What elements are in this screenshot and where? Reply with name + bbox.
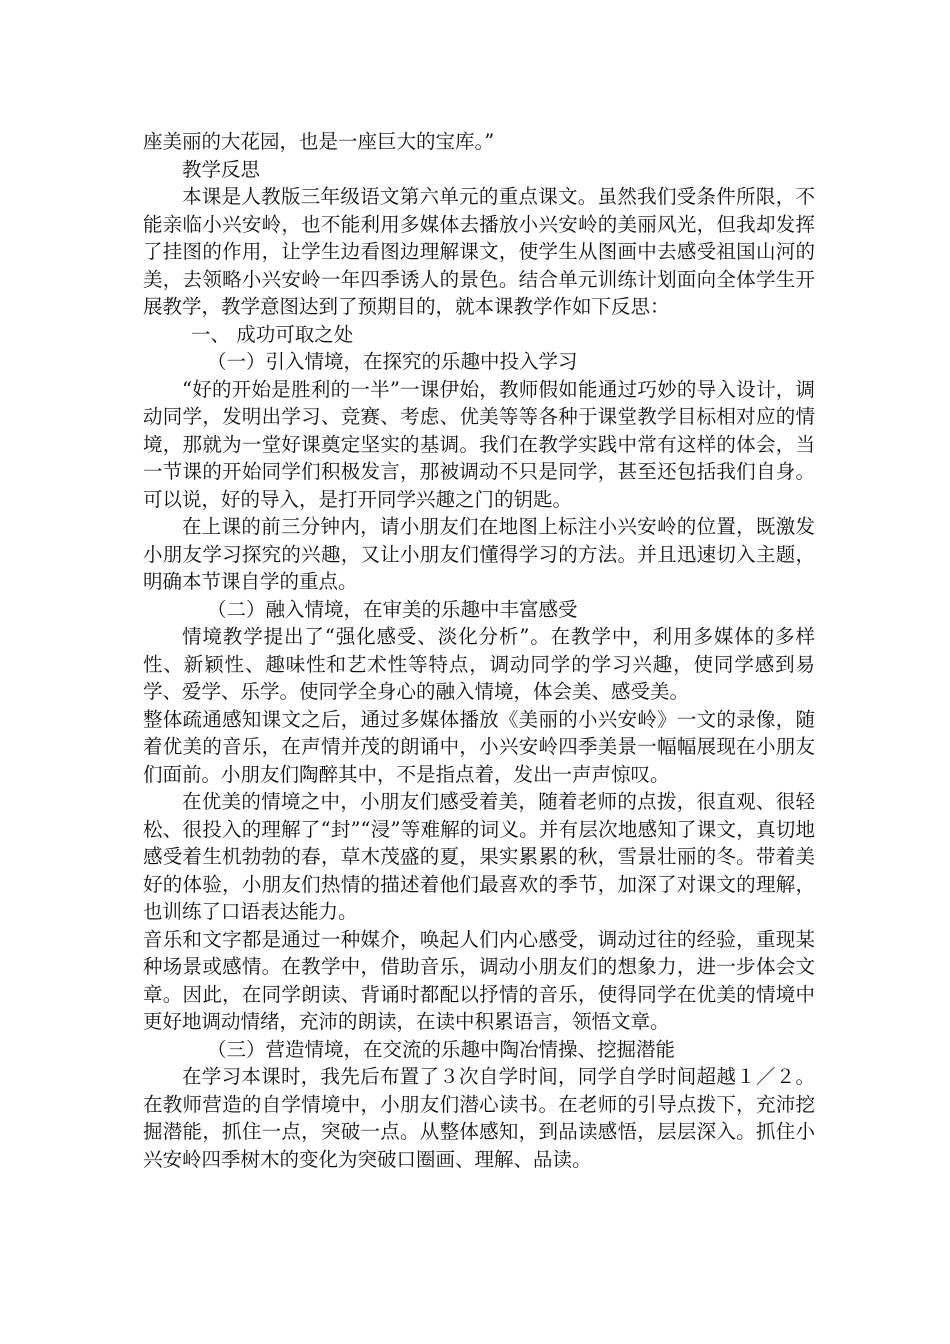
subsection-heading: （二）融入情境，在审美的乐趣中丰富感受 [207, 597, 578, 621]
document-body [143, 128, 815, 1173]
section-heading: 一、 成功可取之处 [191, 322, 354, 346]
paragraph: 本课是人教版三年级语文第六单元的重点课文。虽然我们受条件所限，不能亲临小兴安岭，也不能利用多媒体去播放小兴安岭的美丽风光，但我却发挥了挂图的作用，让学生边看图边理解课文，使学生从图画中去感受祖国山河的美，去领略小兴安岭一年四季诱人的景色。结合单元训练计划面向全体学生开展教学，教学意图达到了预期目的，就本课教学作如下反思： [143, 185, 815, 318]
paragraph: 情境教学提出了“强化感受、淡化分析”。在教学中，利用多媒体的多样性、新颖性、趣味性和艺术性等特点，调动同学的学习兴趣，使同学感到易学、爱学、乐学。使同学全身心的融入情境，体会美、感受美。 [143, 625, 815, 703]
paragraph: 在学习本课时，我先后布置了３次自学时间，同学自学时间超越１／２。在教师营造的自学情境中，小朋友们潜心读书。在老师的引导点拨下，充沛挖掘潜能，抓住一点，突破一点。从整体感知，到品读感悟，层层深入。抓住小兴安岭四季树木的变化为突破口圈画、理解、品读。 [143, 1065, 815, 1171]
paragraph: 整体疏通感知课文之后，通过多媒体播放《美丽的小兴安岭》一文的录像，随着优美的音乐，在声情并茂的朗诵中，小兴安岭四季美景一幅幅展现在小朋友们面前。小朋友们陶醉其中，不是指点着，发出一声声惊叹。 [143, 707, 815, 786]
paragraph: “好的开始是胜利的一半”一课伊始，教师假如能通过巧妙的导入设计，调动同学，发明出学习、竞赛、考虑、优美等等各种于课堂教学目标相对应的情境，那就为一堂好课奠定坚实的基调。我们在教学实践中常有这样的体会，当一节课的开始同学们积极发言，那被调动不只是同学，甚至还包括我们自身。可以说，好的导入，是打开同学兴趣之门的钥匙。 [143, 377, 815, 511]
subsection-heading: （三）营造情境，在交流的乐趣中陶冶情操、挖掘潜能 [207, 1037, 676, 1061]
subsection-heading: （一）引入情境，在探究的乐趣中投入学习 [207, 350, 578, 373]
paragraph: 音乐和文字都是通过一种媒介，唤起人们内心感受，调动过往的经验，重现某种场景或感情。在教学中，借助音乐，调动小朋友们的想象力，进一步体会文章。因此，在同学朗读、背诵时都配以抒情的音乐，使得同学在优美的情境中更好地调动情绪，充沛的朗读，在读中积累语言，领悟文章。 [143, 927, 815, 1033]
paragraph: 座美丽的大花园，也是一座巨大的宝库。” [143, 130, 495, 153]
paragraph: 在优美的情境之中，小朋友们感受着美，随着老师的点拨，很直观、很轻松、很投入的理解了“封”“浸”等难解的词义。并有层次地感知了课文，真切地感受着生机勃勃的春，草木茂盛的夏，果实累累的秋，雪景壮丽的冬。带着美好的体验，小朋友们热情的描述着他们最喜欢的季节，加深了对课文的理解，也训练了口语表达能力。 [143, 790, 815, 923]
paragraph: 在上课的前三分钟内，请小朋友们在地图上标注小兴安岭的位置，既激发小朋友学习探究的兴趣，又让小朋友们懂得学习的方法。并且迅速切入主题，明确本节课自学的重点。 [143, 515, 815, 593]
paragraph: 教学反思 [182, 157, 261, 181]
